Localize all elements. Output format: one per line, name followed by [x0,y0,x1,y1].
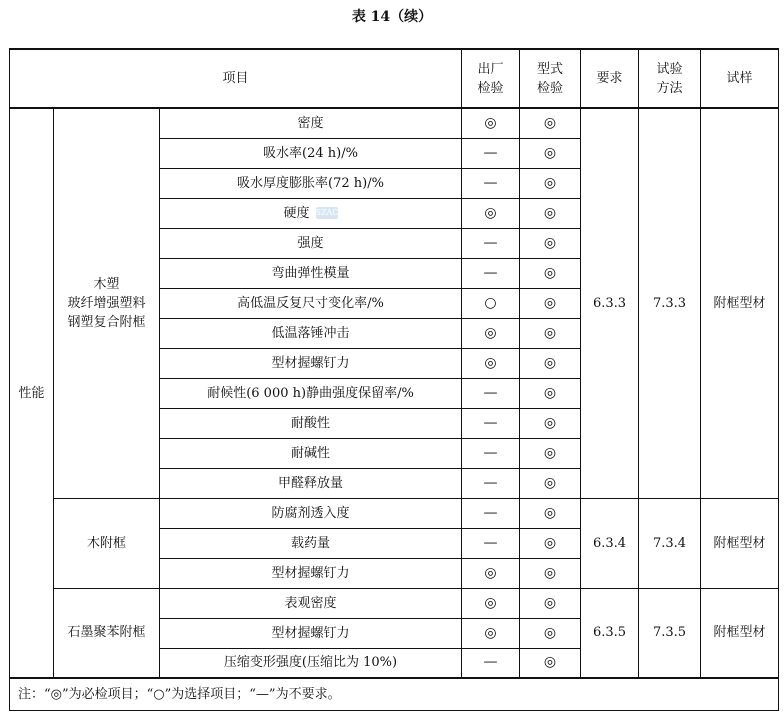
type-inspection-cell: ◎ [520,138,581,168]
group-name-cell: 木附框 [54,498,160,588]
requirement-cell: 6.3.4 [581,498,639,588]
table-row [10,498,779,528]
factory-inspection-cell: ◎ [462,318,520,348]
item-cell: 硬度 SZAC [160,198,462,228]
sample-cell: 附框型材 [701,498,779,588]
item-cell: 表观密度 [160,588,462,618]
item-cell: 吸水厚度膨胀率(72 h)/% [160,168,462,198]
factory-inspection-cell: — [462,498,520,528]
type-inspection-cell: ◎ [520,258,581,288]
watermark-logo: SZAC [315,208,339,217]
header-requirement: 要求 [581,49,639,108]
type-inspection-cell: ◎ [520,618,581,648]
type-inspection-cell: ◎ [520,168,581,198]
factory-inspection-cell: ◎ [462,108,520,138]
factory-inspection-cell: ○ [462,288,520,318]
item-cell: 耐酸性 [160,408,462,438]
spec-table [9,48,779,711]
item-cell: 弯曲弹性模量 [160,258,462,288]
type-inspection-cell: ◎ [520,108,581,138]
factory-inspection-cell: — [462,438,520,468]
item-cell: 载药量 [160,528,462,558]
group-name-cell: 石墨聚苯附框 [54,588,160,678]
item-cell: 压缩变形强度(压缩比为 10%) [160,648,462,678]
type-inspection-cell: ◎ [520,438,581,468]
header-test-method: 试验 方法 [639,49,701,108]
factory-inspection-cell: ◎ [462,618,520,648]
requirement-cell: 6.3.3 [581,108,639,498]
item-cell: 防腐剂透入度 [160,498,462,528]
table-title: 表 14（续） [351,9,433,25]
type-inspection-cell: ◎ [520,198,581,228]
factory-inspection-cell: ◎ [462,588,520,618]
type-inspection-cell: ◎ [520,528,581,558]
item-cell: 型材握螺钉力 [160,558,462,588]
type-inspection-cell: ◎ [520,588,581,618]
factory-inspection-cell: — [462,258,520,288]
category-cell: 性能 [10,108,54,678]
sample-cell: 附框型材 [701,588,779,678]
group-name-cell: 木塑 玻纤增强塑料 钢塑复合附框 [54,108,160,498]
table-row [10,588,779,618]
factory-inspection-cell: ◎ [462,348,520,378]
factory-inspection-cell: — [462,168,520,198]
type-inspection-cell: ◎ [520,228,581,258]
item-cell: 密度 [160,108,462,138]
type-inspection-cell: ◎ [520,648,581,678]
header-factory-inspection: 出厂 检验 [462,49,520,108]
type-inspection-cell: ◎ [520,408,581,438]
method-cell: 7.3.4 [639,498,701,588]
sample-cell: 附框型材 [701,108,779,498]
type-inspection-cell: ◎ [520,318,581,348]
table-row [10,108,779,138]
item-cell: 低温落锤冲击 [160,318,462,348]
item-cell: 型材握螺钉力 [160,618,462,648]
factory-inspection-cell: ◎ [462,558,520,588]
table-note: 注：“◎”为必检项目；“○”为选择项目；“—”为不要求。 [10,678,779,711]
type-inspection-cell: ◎ [520,498,581,528]
item-cell: 型材握螺钉力 [160,348,462,378]
item-cell: 耐候性(6 000 h)静曲强度保留率/% [160,378,462,408]
header-type-inspection: 型式 检验 [520,49,581,108]
method-cell: 7.3.5 [639,588,701,678]
table-header-row [10,49,779,108]
factory-inspection-cell: — [462,528,520,558]
type-inspection-cell: ◎ [520,558,581,588]
item-cell: 耐碱性 [160,438,462,468]
header-item: 项目 [10,49,462,108]
factory-inspection-cell: — [462,468,520,498]
factory-inspection-cell: ◎ [462,198,520,228]
factory-inspection-cell: — [462,228,520,258]
item-cell: 高低温反复尺寸变化率/% [160,288,462,318]
item-cell: 强度 [160,228,462,258]
type-inspection-cell: ◎ [520,348,581,378]
type-inspection-cell: ◎ [520,378,581,408]
item-cell: 甲醛释放量 [160,468,462,498]
header-sample: 试样 [701,49,779,108]
item-cell: 吸水率(24 h)/% [160,138,462,168]
type-inspection-cell: ◎ [520,288,581,318]
method-cell: 7.3.3 [639,108,701,498]
factory-inspection-cell: — [462,138,520,168]
requirement-cell: 6.3.5 [581,588,639,678]
type-inspection-cell: ◎ [520,468,581,498]
factory-inspection-cell: — [462,648,520,678]
factory-inspection-cell: — [462,408,520,438]
factory-inspection-cell: — [462,378,520,408]
